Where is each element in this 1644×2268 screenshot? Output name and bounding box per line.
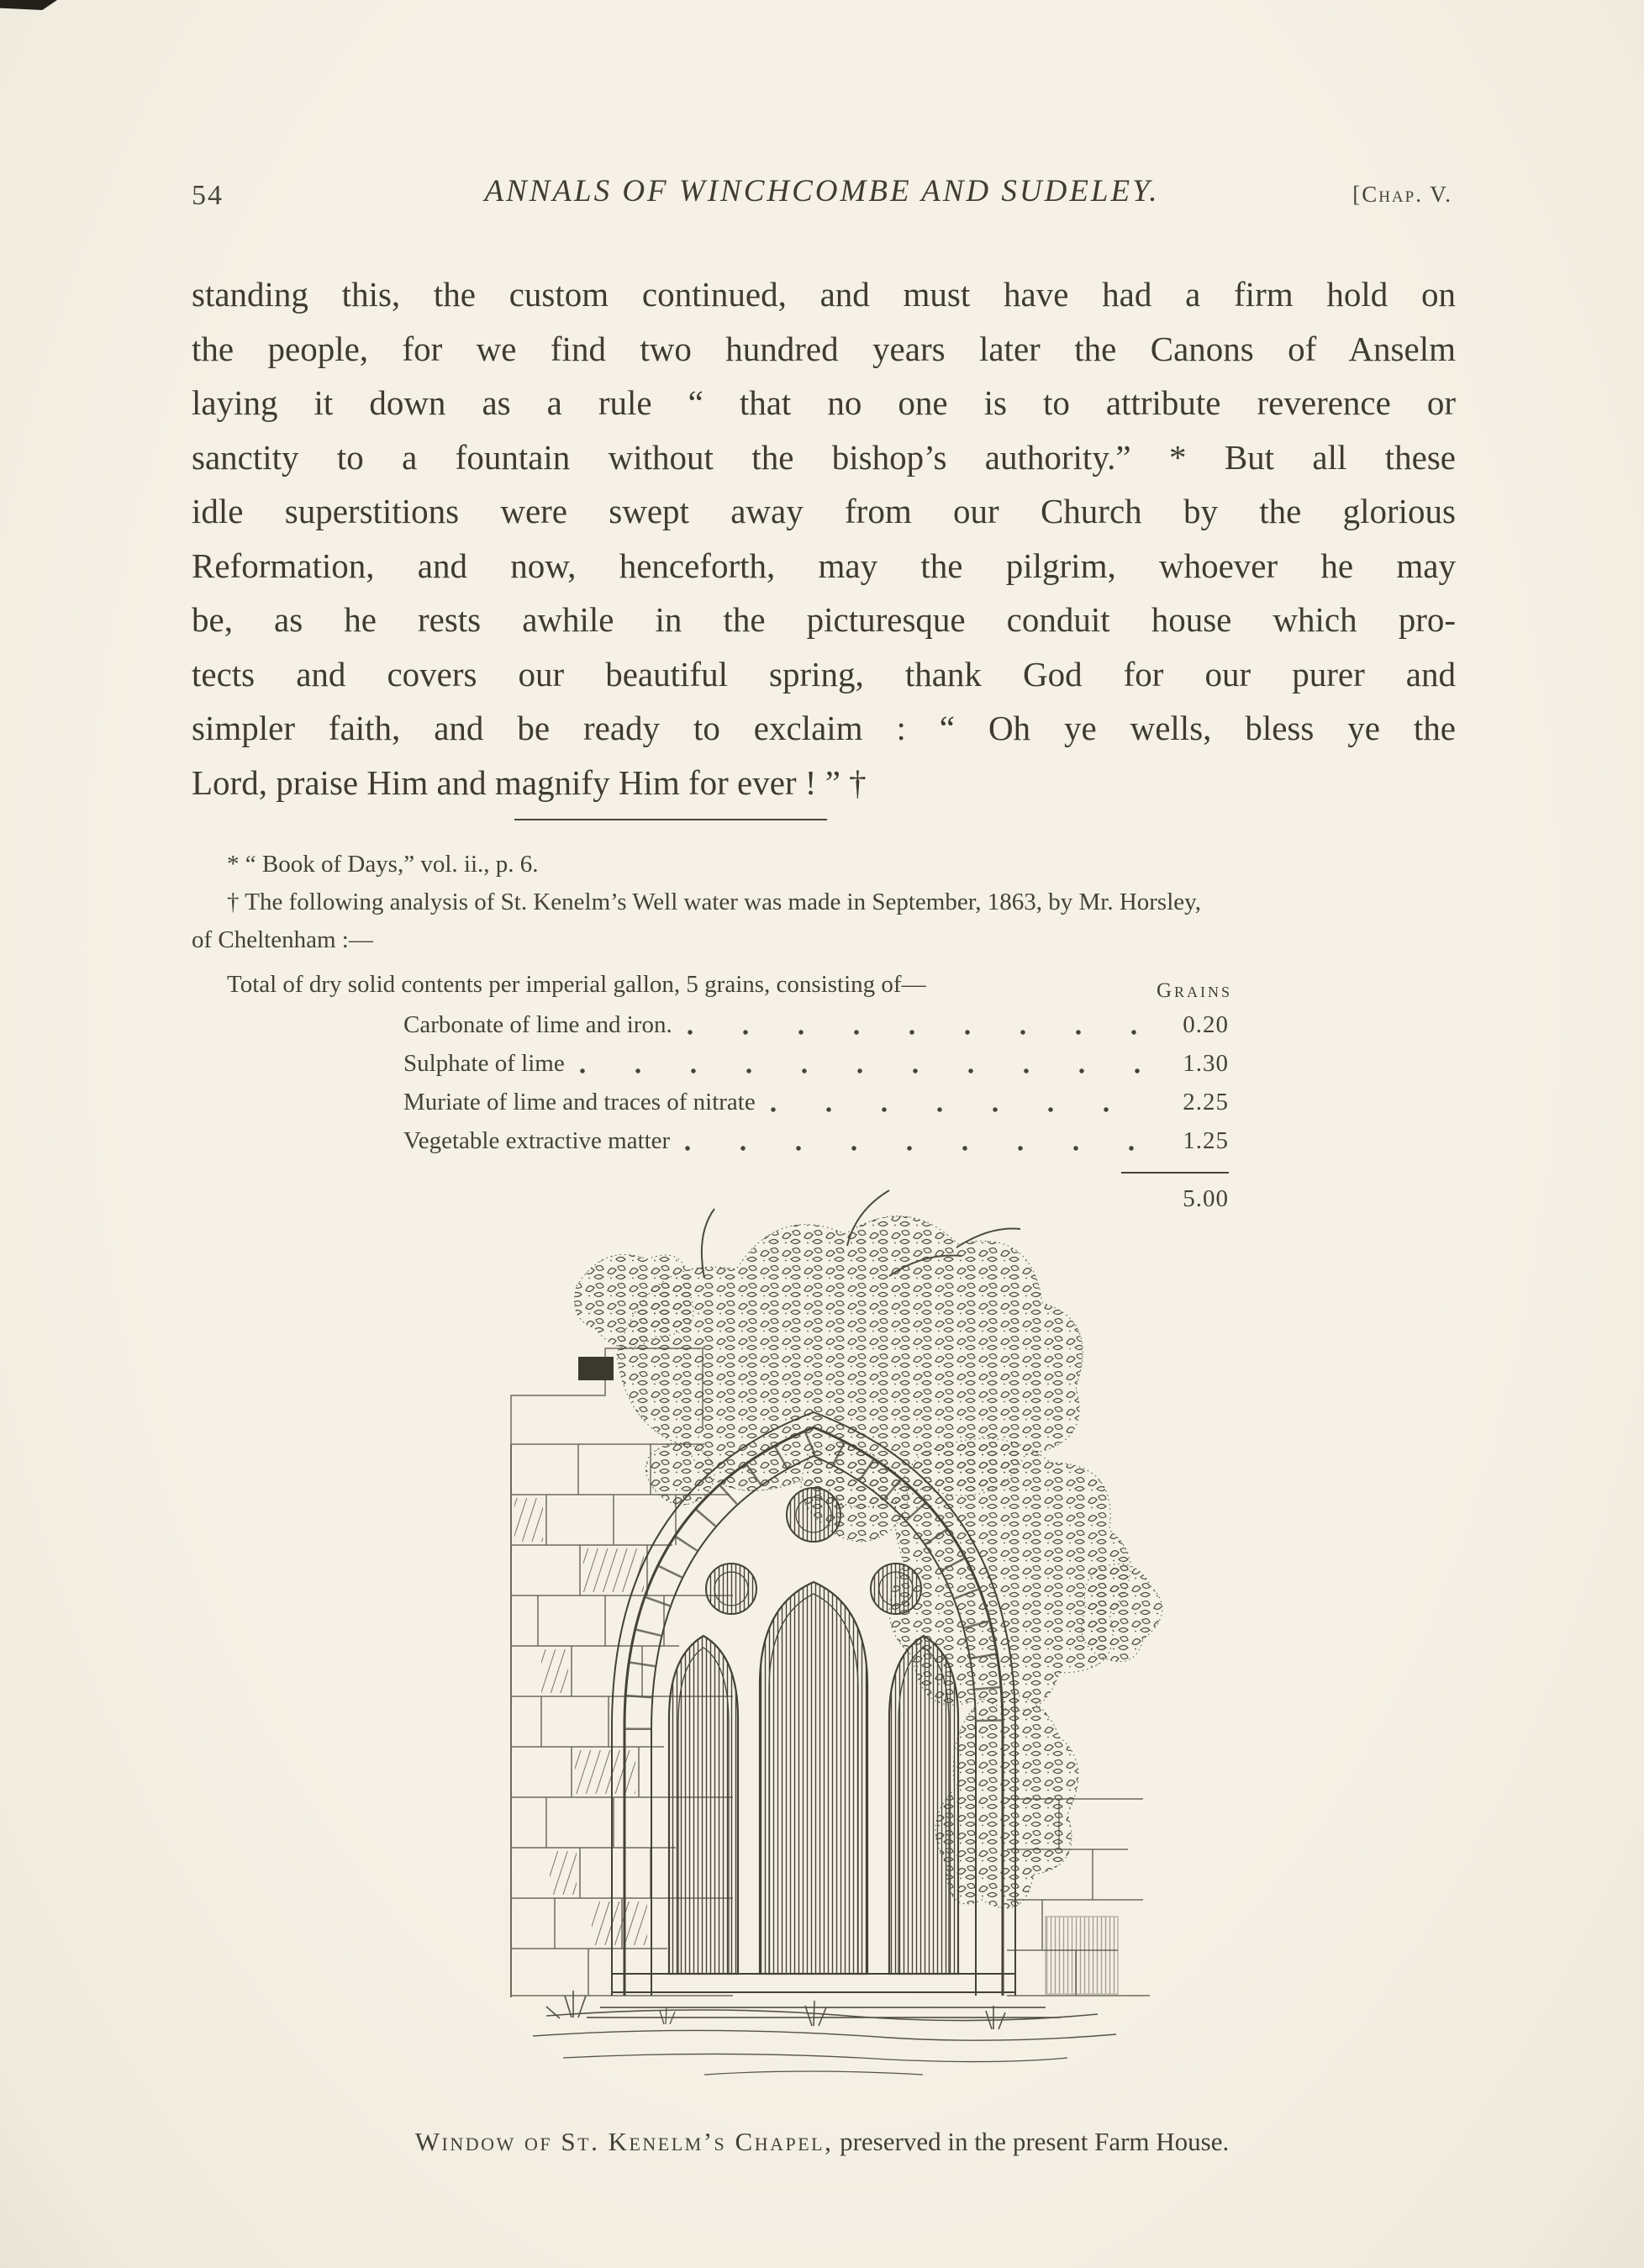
dot-leader bbox=[688, 1030, 1140, 1035]
analysis-intro-row bbox=[192, 966, 1456, 1004]
total-value: 5.00 bbox=[1183, 1185, 1229, 1212]
body-line: sanctity to a fountain without the bishop’s authority.” * But all these bbox=[192, 437, 1456, 477]
ivy-foliage bbox=[575, 1216, 1162, 1908]
dot-leader bbox=[685, 1146, 1140, 1151]
body-line: the people, for we find two hundred years later the Canons of Anselm bbox=[192, 329, 1456, 368]
scan-edge-artifact bbox=[0, 0, 57, 10]
body-line: idle superstitions were swept away from our Church by the glorious bbox=[192, 492, 1456, 530]
grains-column-header: Grains bbox=[1157, 979, 1233, 1002]
body-line: laying it down as a rule “ that no one is to attribute reverence or bbox=[192, 383, 1456, 422]
row-label: Carbonate of lime and iron. bbox=[403, 1011, 672, 1038]
footnotes bbox=[192, 846, 1456, 1218]
footnote-1: * “ Book of Days,” vol. ii., p. 6. bbox=[227, 851, 539, 878]
body-paragraph bbox=[192, 267, 1456, 810]
row-value: 1.30 bbox=[1183, 1050, 1229, 1077]
dot-leader bbox=[771, 1107, 1140, 1112]
illustration-caption bbox=[0, 2127, 1644, 2157]
table-row bbox=[403, 1005, 1229, 1044]
page-number: 54 bbox=[192, 180, 224, 211]
body-line: Reformation, and now, henceforth, may the pilgrim, whoever he may bbox=[192, 546, 1456, 585]
row-value: 2.25 bbox=[1183, 1089, 1229, 1116]
chapter-label: [Chap. V. bbox=[1352, 182, 1452, 207]
body-line: simpler faith, and be ready to exclaim : “ Oh ye wells, bless ye the bbox=[192, 709, 1456, 747]
footnote-separator-rule bbox=[514, 819, 827, 820]
body-line: Lord, praise Him and magnify Him for ever ! ” † bbox=[192, 762, 867, 802]
row-label: Muriate of lime and traces of nitrate bbox=[403, 1089, 756, 1116]
row-value: 0.20 bbox=[1183, 1011, 1229, 1038]
analysis-intro: Total of dry solid contents per imperial gallon, 5 grains, consisting of— bbox=[227, 971, 926, 998]
row-value: 1.25 bbox=[1183, 1127, 1229, 1154]
table-row bbox=[403, 1044, 1229, 1083]
caption-text: preserved in the present Farm House. bbox=[833, 2127, 1230, 2156]
running-title: ANNALS OF WINCHCOMBE AND SUDELEY. bbox=[484, 174, 1160, 208]
illustration-figure bbox=[0, 1175, 1644, 2104]
row-label: Vegetable extractive matter bbox=[403, 1127, 671, 1154]
running-header bbox=[192, 173, 1452, 224]
table-row bbox=[403, 1083, 1229, 1121]
row-label: Sulphate of lime bbox=[403, 1050, 565, 1077]
caption-smallcaps: Window of St. Kenelm’s Chapel, bbox=[414, 2127, 834, 2156]
dot-leader bbox=[580, 1068, 1140, 1073]
total-rule bbox=[1121, 1172, 1229, 1174]
footnote-2-line-1: † The following analysis of St. Kenelm’s Well water was made in September, 1863, by Mr. Horsley, bbox=[227, 889, 1201, 915]
body-line: standing this, the custom continued, and must have had a firm hold on bbox=[192, 275, 1456, 314]
body-line: tects and covers our beautiful spring, thank God for our purer and bbox=[192, 654, 1456, 694]
ground bbox=[533, 1991, 1116, 2075]
footnote-2-line-2: of Cheltenham :— bbox=[192, 926, 373, 953]
body-line: be, as he rests awhile in the picturesque conduit house which pro- bbox=[192, 600, 1456, 639]
table-row bbox=[403, 1121, 1229, 1160]
st-kenelms-window-engraving bbox=[452, 1175, 1192, 2100]
